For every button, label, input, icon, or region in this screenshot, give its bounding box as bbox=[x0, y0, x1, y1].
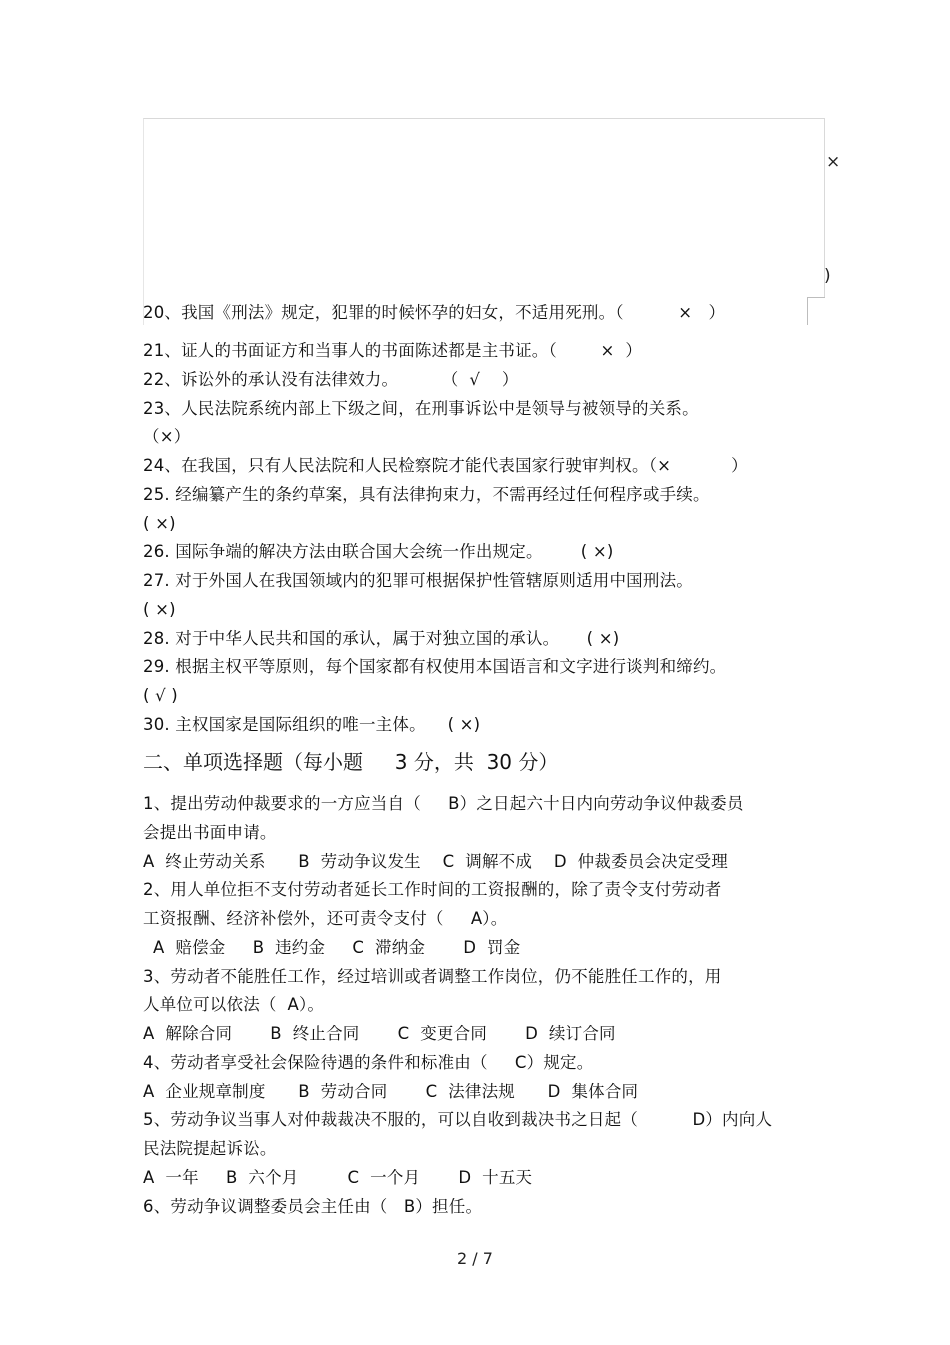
mc-options-2: A 赔偿金 B 违约金 C 滞纳金 D 罚金 bbox=[153, 938, 521, 957]
tf-item-27: 27. 对于外国人在我国领域内的犯罪可根据保护性管辖原则适用中国刑法。 bbox=[143, 571, 693, 590]
mc-question-6: 6、劳动争议调整委员会主任由（ B）担任。 bbox=[143, 1197, 483, 1216]
tf-item-30: 30. 主权国家是国际组织的唯一主体。 ( ×) bbox=[143, 715, 481, 734]
tf-item-22: 22、诉讼外的承认没有法律效力。 （ √ ） bbox=[143, 370, 519, 389]
mc-question-5-cont: 民法院提起诉讼。 bbox=[143, 1139, 277, 1158]
tf-item-23: 23、人民法院系统内部上下级之间，在刑事诉讼中是领导与被领导的关系。 bbox=[143, 399, 699, 418]
mc-options-5: A 一年 B 六个月 C 一个月 D 十五天 bbox=[143, 1168, 533, 1187]
tf-answer-23: （×） bbox=[143, 427, 191, 446]
section-title: 二、单项选择题（每小题 3 分，共 30 分） bbox=[143, 750, 559, 774]
mc-question-1-cont: 会提出书面申请。 bbox=[143, 823, 277, 842]
stray-paren-mark: ) bbox=[824, 266, 831, 286]
frame-corner bbox=[807, 297, 825, 325]
tf-item-24: 24、在我国，只有人民法院和人民检察院才能代表国家行驶审判权。（× ） bbox=[143, 456, 748, 475]
tf-item-25: 25. 经编纂产生的条约草案，具有法律拘束力，不需再经过任何程序或手续。 bbox=[143, 485, 710, 504]
mc-question-4: 4、劳动者享受社会保险待遇的条件和标准由（ C）规定。 bbox=[143, 1053, 594, 1072]
mc-question-3-cont: 人单位可以依法（ A）。 bbox=[143, 995, 325, 1014]
tf-item-28: 28. 对于中华人民共和国的承认，属于对独立国的承认。 ( ×) bbox=[143, 629, 620, 648]
mc-options-4: A 企业规章制度 B 劳动合同 C 法律法规 D 集体合同 bbox=[143, 1082, 639, 1101]
stray-x-mark: × bbox=[826, 152, 841, 172]
tf-item-21: 21、证人的书面证方和当事人的书面陈述都是主书证。（ × ） bbox=[143, 341, 643, 360]
tf-answer-25: ( ×) bbox=[143, 514, 176, 533]
mc-question-1: 1、提出劳动仲裁要求的一方应当自（ B）之日起六十日内向劳动争议仲裁委员 bbox=[143, 794, 744, 813]
mc-options-3: A 解除合同 B 终止合同 C 变更合同 D 续订合同 bbox=[143, 1024, 616, 1043]
tf-item-20: 20、我国《刑法》规定，犯罪的时候怀孕的妇女，不适用死刑。（ × ） bbox=[143, 303, 726, 322]
mc-question-3: 3、劳动者不能胜任工作，经过培训或者调整工作岗位，仍不能胜任工作的，用 bbox=[143, 967, 722, 986]
mc-question-2: 2、用人单位拒不支付劳动者延长工作时间的工资报酬的，除了责令支付劳动者 bbox=[143, 880, 722, 899]
blank-frame bbox=[143, 118, 825, 298]
tf-answer-29: ( √ ) bbox=[143, 686, 178, 705]
mc-question-5: 5、劳动争议当事人对仲裁裁决不服的，可以自收到裁决书之日起（ D）内向人 bbox=[143, 1110, 773, 1129]
page-number: 2 / 7 bbox=[457, 1249, 493, 1268]
mc-options-1: A 终止劳动关系 B 劳动争议发生 C 调解不成 D 仲裁委员会决定受理 bbox=[143, 852, 728, 871]
mc-question-2-cont: 工资报酬、经济补偿外，还可责令支付（ A）。 bbox=[143, 909, 508, 928]
tf-item-29: 29. 根据主权平等原则，每个国家都有权使用本国语言和文字进行谈判和缔约。 bbox=[143, 657, 727, 676]
tf-item-26: 26. 国际争端的解决方法由联合国大会统一作出规定。 ( ×) bbox=[143, 542, 614, 561]
tf-answer-27: ( ×) bbox=[143, 600, 176, 619]
